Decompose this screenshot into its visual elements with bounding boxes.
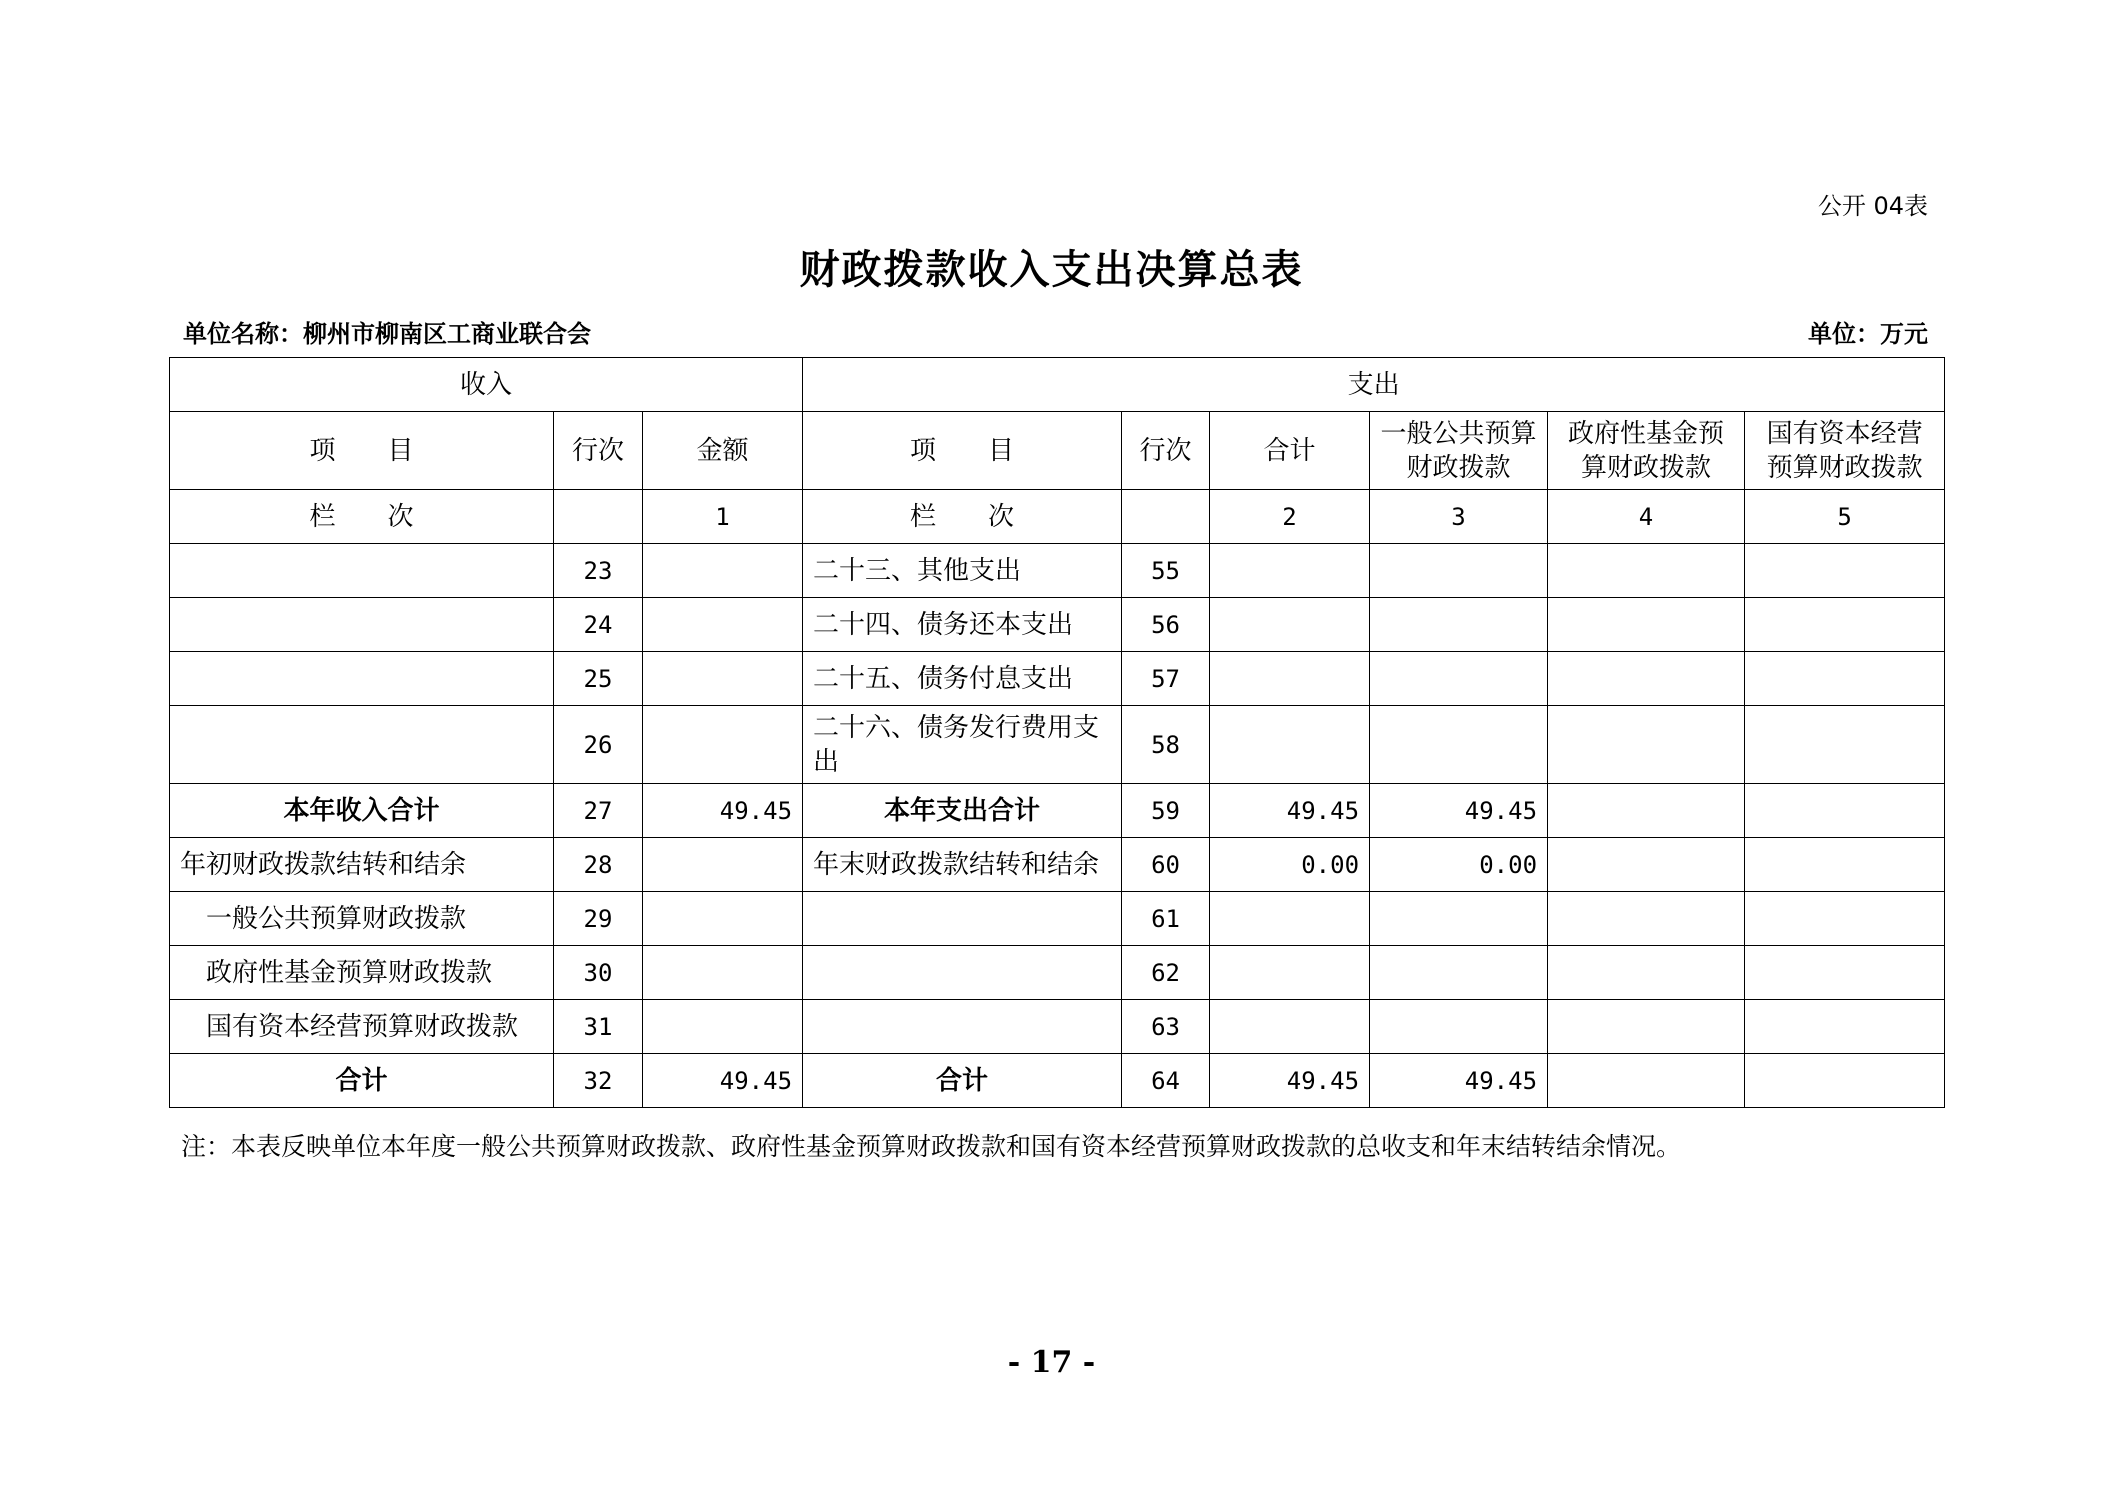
income-item	[170, 652, 554, 706]
income-amount	[643, 946, 803, 1000]
capital-cell	[1745, 652, 1945, 706]
fund-cell	[1548, 1054, 1745, 1108]
fund-cell	[1548, 1000, 1745, 1054]
expense-line: 58	[1122, 706, 1210, 784]
income-item: 年初财政拨款结转和结余	[170, 838, 554, 892]
table-row	[170, 544, 1945, 598]
page-number: - 17 -	[1007, 1345, 1096, 1380]
capital-cell	[1745, 946, 1945, 1000]
total-cell	[1210, 706, 1370, 784]
total-cell	[1210, 652, 1370, 706]
total-cell: 0.00	[1210, 838, 1370, 892]
col-5: 5	[1745, 490, 1945, 544]
expense-item: 二十三、其他支出	[803, 544, 1122, 598]
general-cell	[1370, 946, 1548, 1000]
general-cell	[1370, 598, 1548, 652]
income-line: 23	[554, 544, 643, 598]
capital-cell	[1745, 598, 1945, 652]
expense-line: 55	[1122, 544, 1210, 598]
income-column-label: 栏 次	[170, 490, 554, 544]
table-row	[170, 892, 1945, 946]
expense-header: 支出	[803, 358, 1945, 412]
general-budget-header: 一般公共预算财政拨款	[1370, 412, 1548, 490]
col-1: 1	[643, 490, 803, 544]
income-amount: 49.45	[643, 1054, 803, 1108]
income-item: 一般公共预算财政拨款	[170, 892, 554, 946]
general-cell: 49.45	[1370, 1054, 1548, 1108]
table-note: 注：本表反映单位本年度一般公共预算财政拨款、政府性基金预算财政拨款和国有资本经营预算财政拨款的总收支和年末结转结余情况。	[181, 1132, 1682, 1161]
total-header: 合计	[1210, 412, 1370, 490]
expense-line: 62	[1122, 946, 1210, 1000]
expense-item: 本年支出合计	[803, 784, 1122, 838]
general-cell	[1370, 706, 1548, 784]
income-item-header: 项 目	[170, 412, 554, 490]
income-line: 26	[554, 706, 643, 784]
expense-line: 57	[1122, 652, 1210, 706]
empty-cell	[1122, 490, 1210, 544]
income-line: 25	[554, 652, 643, 706]
total-cell	[1210, 892, 1370, 946]
general-cell	[1370, 892, 1548, 946]
income-item: 国有资本经营预算财政拨款	[170, 1000, 554, 1054]
expense-item: 二十六、债务发行费用支出	[803, 706, 1122, 784]
expense-column-label: 栏 次	[803, 490, 1122, 544]
table-row	[170, 652, 1945, 706]
table-row-subtotal	[170, 784, 1945, 838]
table-row-total	[170, 1054, 1945, 1108]
income-item: 合计	[170, 1054, 554, 1108]
capital-cell	[1745, 1054, 1945, 1108]
form-code: 公开 04表	[1817, 192, 1928, 220]
capital-cell	[1745, 544, 1945, 598]
income-line: 30	[554, 946, 643, 1000]
expense-item: 二十五、债务付息支出	[803, 652, 1122, 706]
expense-line: 59	[1122, 784, 1210, 838]
expense-line-header: 行次	[1122, 412, 1210, 490]
income-line: 28	[554, 838, 643, 892]
income-item	[170, 706, 554, 784]
fund-cell	[1548, 784, 1745, 838]
income-header: 收入	[170, 358, 803, 412]
income-line: 32	[554, 1054, 643, 1108]
income-amount	[643, 544, 803, 598]
income-amount	[643, 706, 803, 784]
fund-cell	[1548, 946, 1745, 1000]
expense-item	[803, 892, 1122, 946]
general-cell	[1370, 544, 1548, 598]
income-line: 31	[554, 1000, 643, 1054]
header-row-sections	[170, 358, 1945, 412]
income-amount	[643, 892, 803, 946]
income-line: 27	[554, 784, 643, 838]
column-number-row	[170, 490, 1945, 544]
col-4: 4	[1548, 490, 1745, 544]
expense-line: 56	[1122, 598, 1210, 652]
capital-cell	[1745, 706, 1945, 784]
income-line-header: 行次	[554, 412, 643, 490]
fund-cell	[1548, 706, 1745, 784]
income-item	[170, 598, 554, 652]
capital-cell	[1745, 892, 1945, 946]
empty-cell	[554, 490, 643, 544]
general-cell: 0.00	[1370, 838, 1548, 892]
general-cell	[1370, 1000, 1548, 1054]
expense-line: 61	[1122, 892, 1210, 946]
income-amount	[643, 838, 803, 892]
income-item	[170, 544, 554, 598]
income-line: 24	[554, 598, 643, 652]
fund-cell	[1548, 838, 1745, 892]
page-title: 财政拨款收入支出决算总表	[799, 246, 1304, 293]
col-2: 2	[1210, 490, 1370, 544]
col-3: 3	[1370, 490, 1548, 544]
expense-item: 合计	[803, 1054, 1122, 1108]
income-amount	[643, 652, 803, 706]
total-cell	[1210, 1000, 1370, 1054]
total-cell: 49.45	[1210, 1054, 1370, 1108]
income-line: 29	[554, 892, 643, 946]
income-amount-header: 金额	[643, 412, 803, 490]
expense-item-header: 项 目	[803, 412, 1122, 490]
table-row	[170, 706, 1945, 784]
unit-name-label: 单位名称：柳州市柳南区工商业联合会	[183, 320, 591, 348]
income-item: 本年收入合计	[170, 784, 554, 838]
general-cell: 49.45	[1370, 784, 1548, 838]
expense-item	[803, 946, 1122, 1000]
fund-cell	[1548, 892, 1745, 946]
table-row	[170, 598, 1945, 652]
income-amount	[643, 598, 803, 652]
income-amount: 49.45	[643, 784, 803, 838]
total-cell	[1210, 946, 1370, 1000]
gov-fund-header: 政府性基金预算财政拨款	[1548, 412, 1745, 490]
table-row	[170, 946, 1945, 1000]
income-item: 政府性基金预算财政拨款	[170, 946, 554, 1000]
expense-line: 63	[1122, 1000, 1210, 1054]
header-row-columns	[170, 412, 1945, 490]
income-amount	[643, 1000, 803, 1054]
fund-cell	[1548, 598, 1745, 652]
general-cell	[1370, 652, 1548, 706]
expense-item: 二十四、债务还本支出	[803, 598, 1122, 652]
expense-item	[803, 1000, 1122, 1054]
fund-cell	[1548, 652, 1745, 706]
fund-cell	[1548, 544, 1745, 598]
expense-line: 60	[1122, 838, 1210, 892]
total-cell: 49.45	[1210, 784, 1370, 838]
expense-item: 年末财政拨款结转和结余	[803, 838, 1122, 892]
capital-cell	[1745, 1000, 1945, 1054]
total-cell	[1210, 598, 1370, 652]
unit-label: 单位：万元	[1808, 320, 1928, 348]
total-cell	[1210, 544, 1370, 598]
table-row	[170, 838, 1945, 892]
expense-line: 64	[1122, 1054, 1210, 1108]
capital-cell	[1745, 784, 1945, 838]
table-row	[170, 1000, 1945, 1054]
state-capital-header: 国有资本经营预算财政拨款	[1745, 412, 1945, 490]
budget-table	[169, 357, 1945, 1108]
capital-cell	[1745, 838, 1945, 892]
